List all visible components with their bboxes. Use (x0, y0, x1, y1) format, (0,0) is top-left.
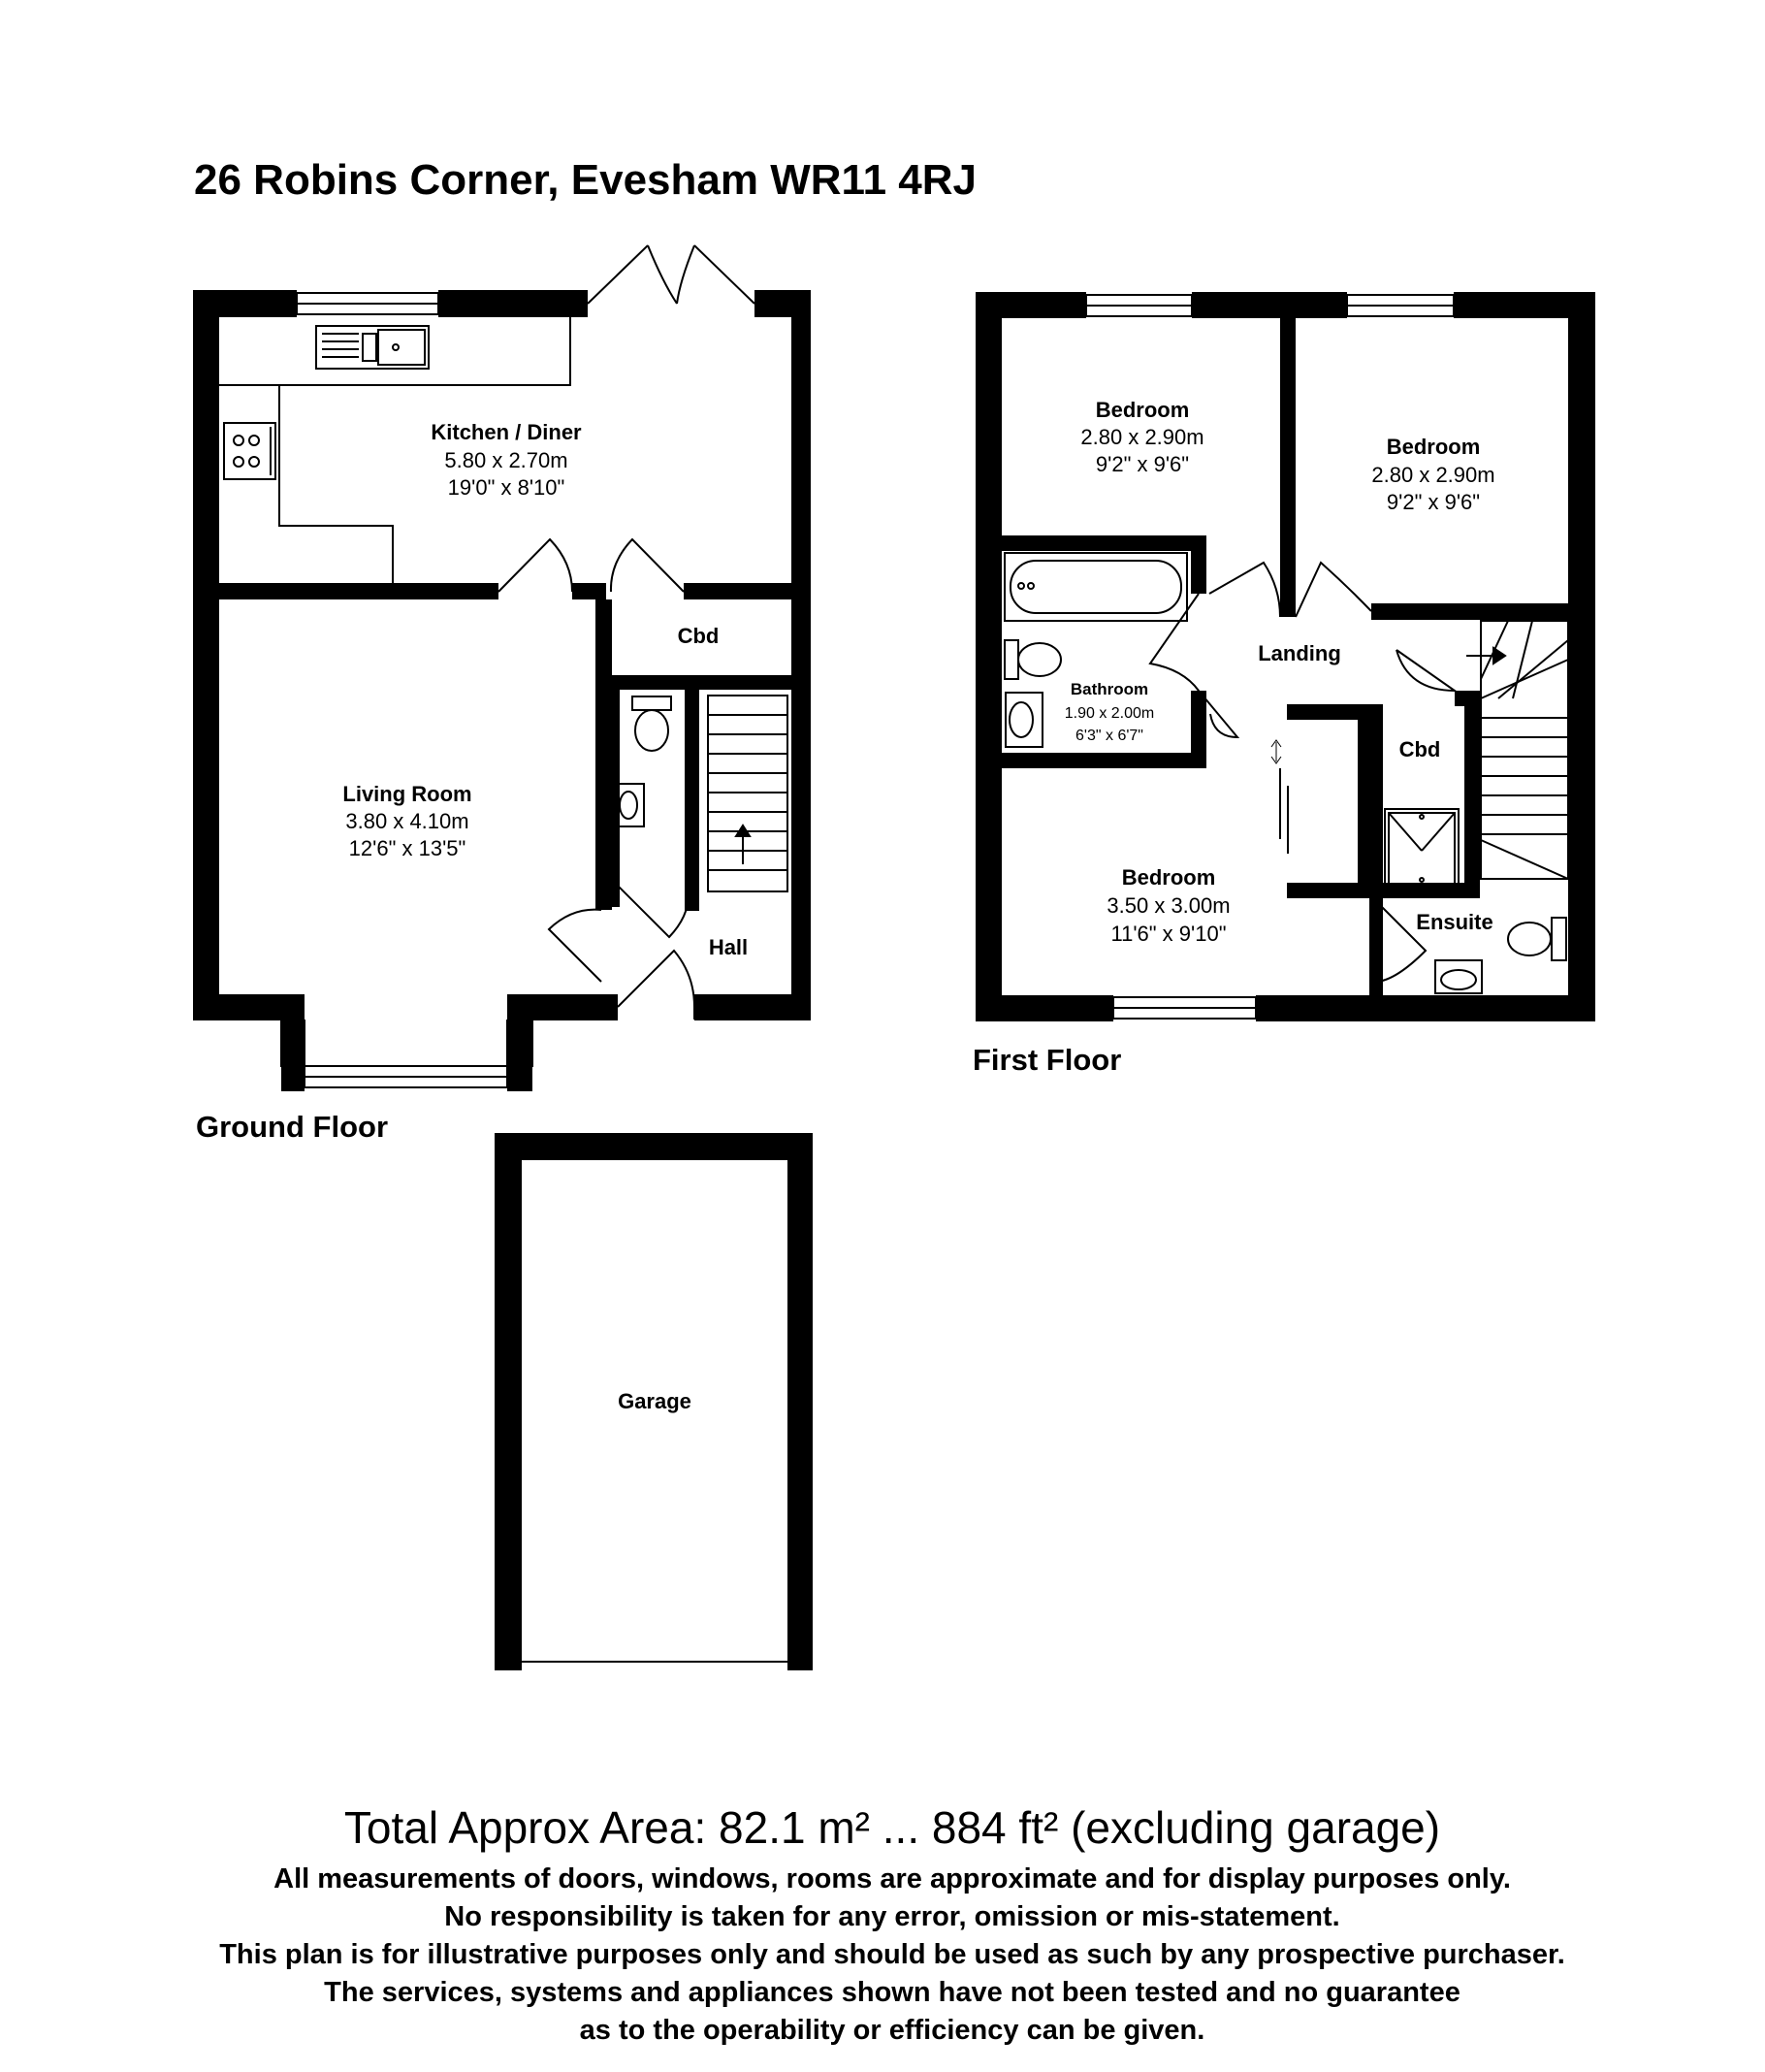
kitchen-sink-icon (316, 326, 429, 369)
ensuite-toilet-icon (1552, 918, 1566, 960)
bathroom-metric: 1.90 x 2.00m (1064, 705, 1155, 722)
living-room-door (498, 539, 572, 592)
kitchen-worktop (219, 385, 393, 583)
ground-floor-label: Ground Floor (196, 1110, 389, 1144)
disclaimer-line-2: No responsibility is taken for any error, omission or mis-statement. (444, 1901, 1340, 1932)
hob-icon (224, 423, 275, 479)
ground-cbd-name: Cbd (677, 624, 720, 648)
french-door-left (588, 245, 677, 304)
toilet-icon (632, 696, 671, 710)
first-cbd-name: Cbd (1398, 737, 1441, 761)
bedroom-2-name: Bedroom (1386, 435, 1481, 459)
total-area: Total Approx Area: 82.1 m² ... 884 ft² (excluding garage) (343, 1802, 1441, 1853)
garage-plan (495, 1133, 813, 1670)
living-room-name: Living Room (342, 782, 472, 806)
bedroom-1-imperial: 9'2" x 9'6" (1095, 452, 1190, 476)
bathroom-toilet-icon (1005, 640, 1018, 679)
bedroom-1-door (1209, 563, 1280, 617)
ground-floor-walls (193, 290, 811, 1091)
landing-cbd-door (1396, 650, 1455, 691)
bedroom-3-imperial: 11'6" x 9'10" (1110, 922, 1227, 946)
bedroom-2-metric: 2.80 x 2.90m (1371, 463, 1495, 487)
landing-name: Landing (1258, 641, 1341, 665)
first-floor-staircase (1466, 621, 1568, 879)
kitchen-imperial: 19'0" x 8'10" (447, 475, 565, 500)
bedroom-1-metric: 2.80 x 2.90m (1080, 425, 1204, 449)
bathroom-imperial: 6'3" x 6'7" (1075, 728, 1143, 744)
hall-living-door (549, 910, 601, 982)
bedroom-3-metric: 3.50 x 3.00m (1107, 893, 1231, 918)
bathroom-name: Bathroom (1070, 680, 1149, 698)
front-door (618, 951, 694, 1007)
first-floor-plan (973, 292, 1595, 1077)
living-room-metric: 3.80 x 4.10m (345, 809, 469, 833)
disclaimer-line-1: All measurements of doors, windows, rooms are approximate and for display purposes only. (273, 1863, 1511, 1894)
wc-door (613, 881, 689, 937)
ground-floor-fixtures (219, 317, 787, 891)
bedroom-2-imperial: 9'2" x 9'6" (1386, 490, 1481, 514)
french-door-right (677, 245, 754, 304)
ground-floor-windows (281, 293, 749, 1087)
disclaimer-line-5: as to the operability or efficiency can be given. (579, 2015, 1205, 2046)
hall-name: Hall (708, 935, 749, 959)
bathroom-door (1150, 594, 1199, 691)
disclaimer-line-4: The services, systems and appliances shown have not been tested and no guarantee (324, 1977, 1460, 2008)
first-floor-label: First Floor (973, 1043, 1122, 1077)
kitchen-name: Kitchen / Diner (431, 420, 582, 444)
first-floor-doors (1150, 563, 1455, 982)
plan-title: 26 Robins Corner, Evesham WR11 4RJ (194, 156, 977, 204)
disclaimer-line-3: This plan is for illustrative purposes only and should be used as such by any prospective purchaser. (219, 1939, 1565, 1970)
kitchen-metric: 5.80 x 2.70m (444, 448, 568, 472)
bedroom-1-name: Bedroom (1095, 398, 1190, 422)
bath-icon (1005, 553, 1187, 621)
bathroom-basin-icon (1006, 693, 1043, 747)
ensuite-name: Ensuite (1416, 910, 1493, 934)
living-room-imperial: 12'6" x 13'5" (348, 836, 466, 860)
bedroom-3-name: Bedroom (1121, 865, 1216, 890)
kitchen-hall-door (611, 539, 684, 592)
bedroom-2-door (1296, 563, 1371, 617)
ground-staircase (708, 696, 787, 891)
garage-name: Garage (618, 1389, 691, 1413)
ground-floor-plan (193, 245, 811, 1144)
